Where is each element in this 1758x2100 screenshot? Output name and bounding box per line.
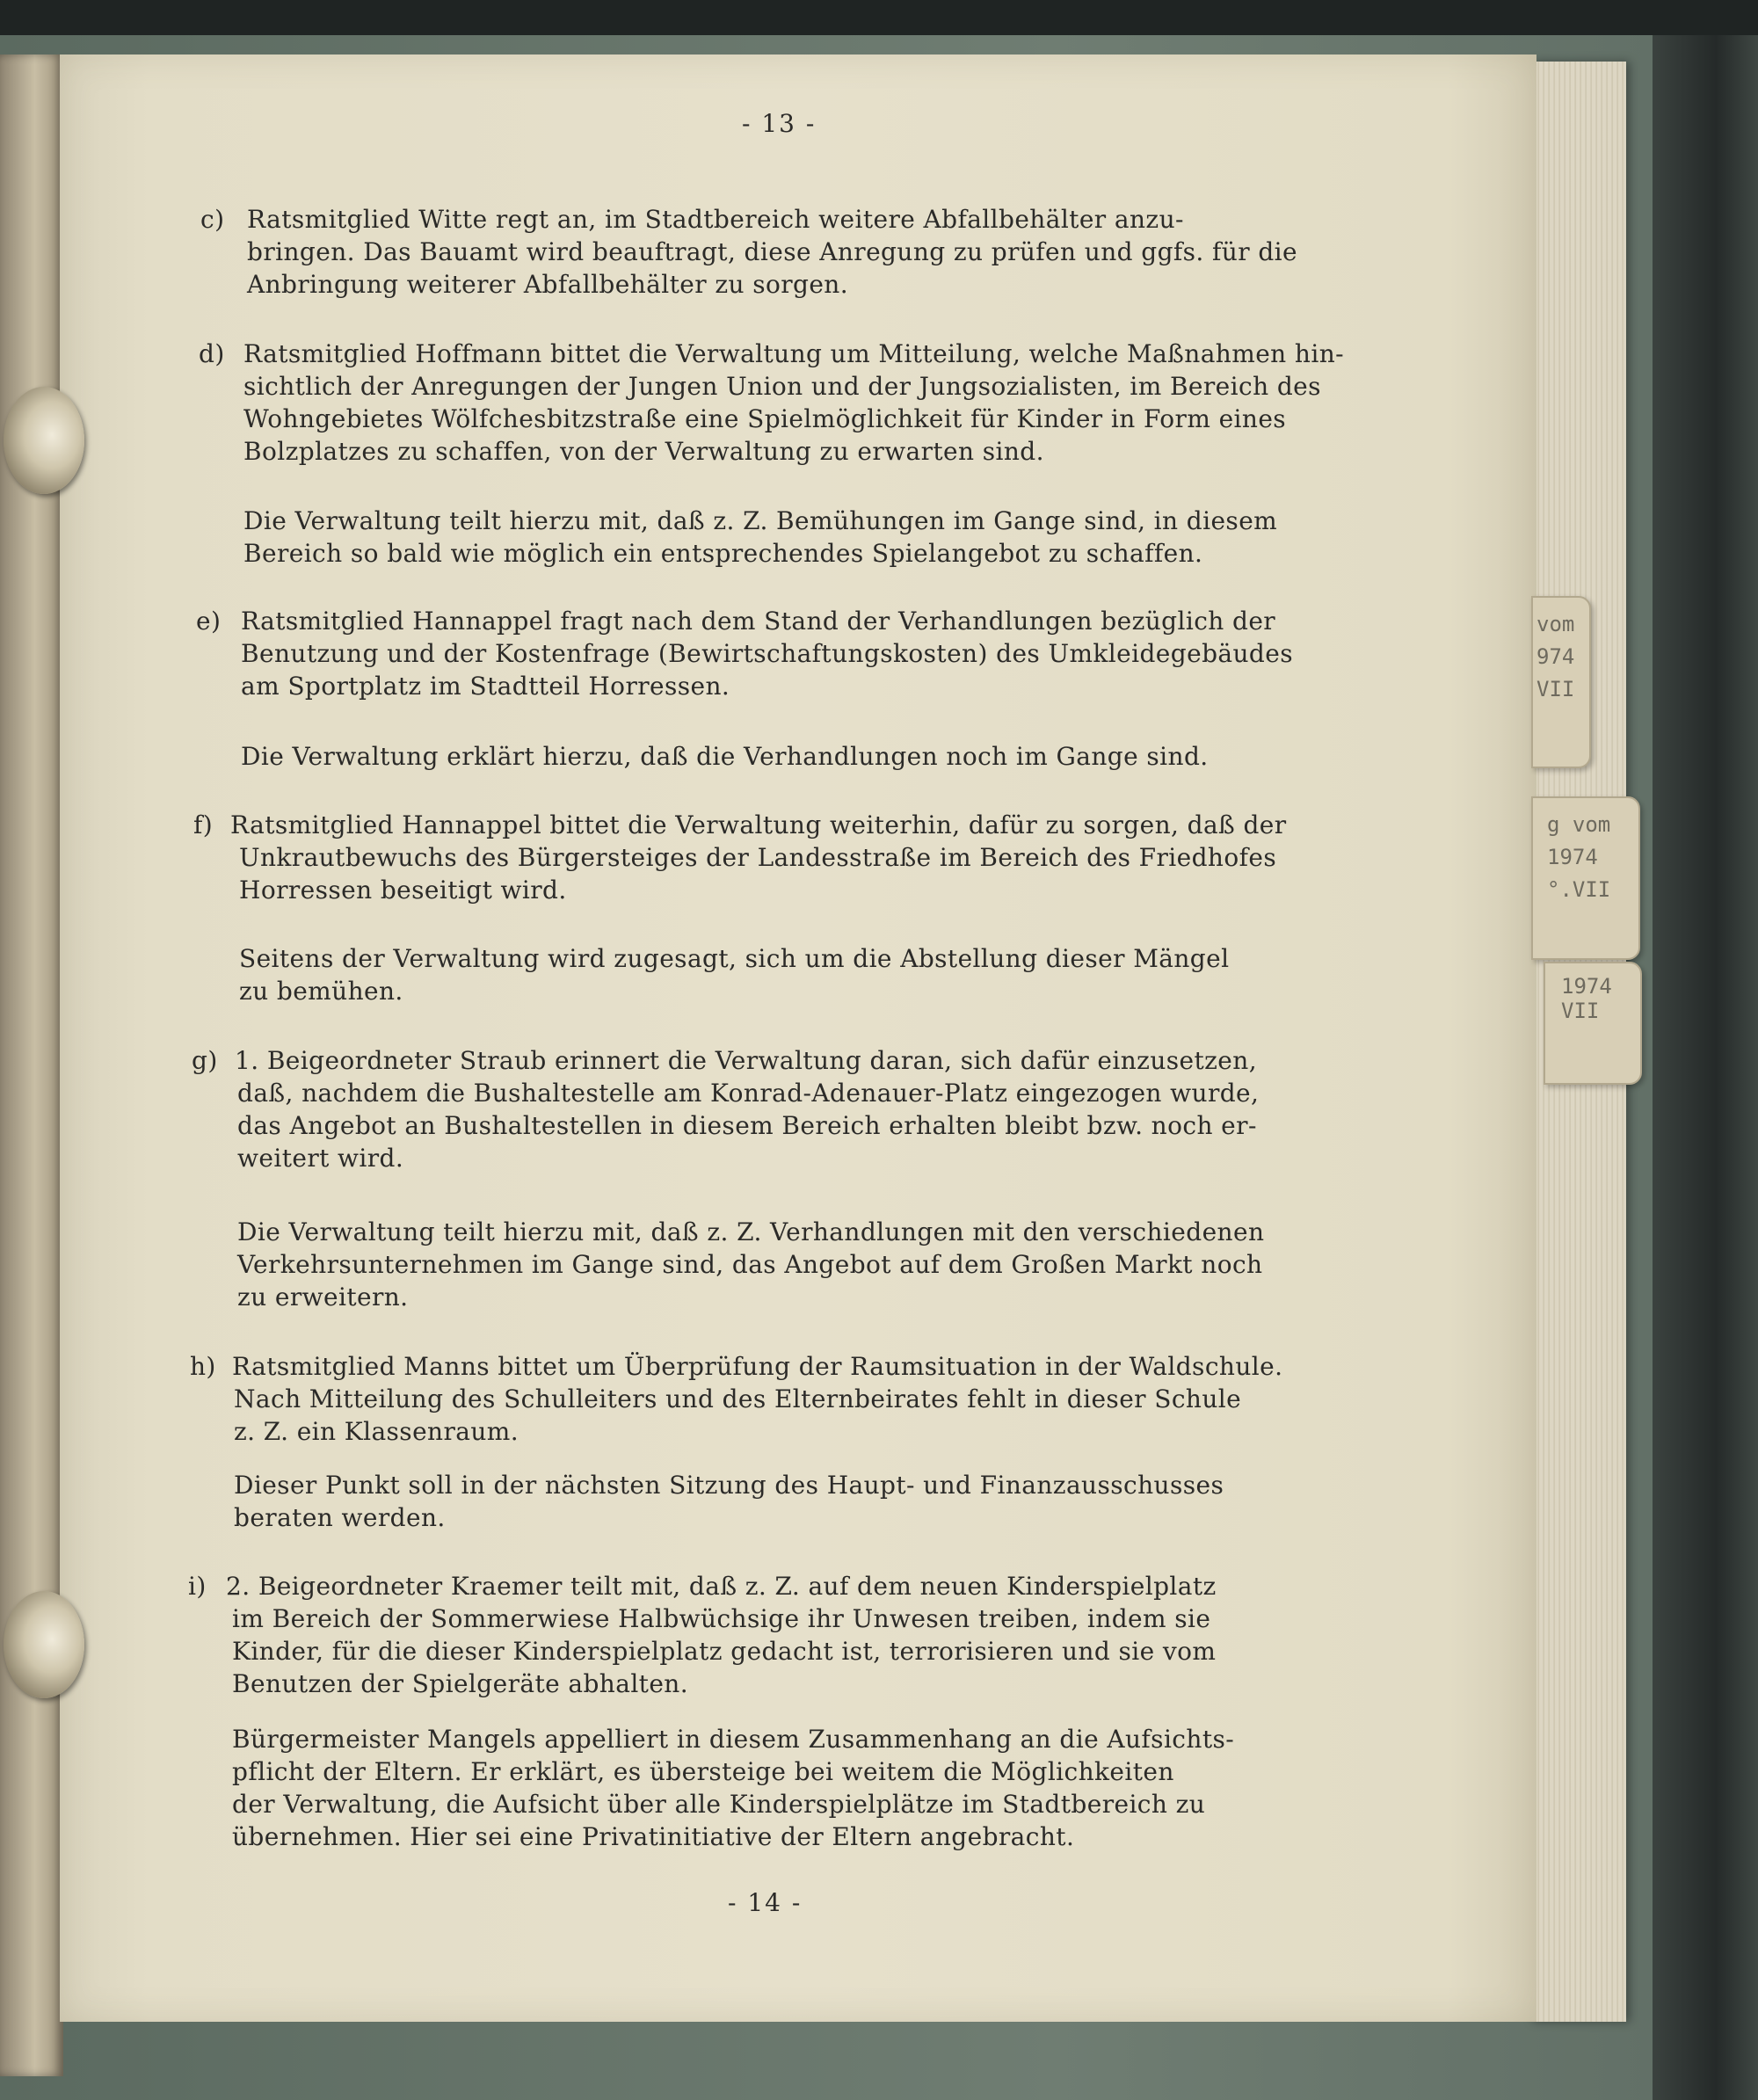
binder-spine bbox=[1653, 35, 1758, 2100]
tab-line: 1974 bbox=[1547, 845, 1598, 869]
item-line: Die Verwaltung teilt hierzu mit, daß z. Z. Verhandlungen mit den verschiedenen bbox=[237, 1217, 1265, 1246]
item-line: Ratsmitglied Manns bittet um Überprüfung der Raumsituation in der Waldschule. bbox=[232, 1352, 1283, 1381]
item-line: weitert wird. bbox=[237, 1144, 404, 1173]
binder-ring-lower bbox=[4, 1591, 84, 1698]
index-tab bbox=[1544, 962, 1642, 1085]
item-marker: f) bbox=[193, 810, 214, 839]
item-line: Ratsmitglied Witte regt an, im Stadtbereich weitere Abfallbehälter anzu- bbox=[247, 205, 1184, 234]
tab-line: VII bbox=[1536, 677, 1575, 701]
binder-ring-upper bbox=[4, 387, 84, 494]
item-line: bringen. Das Bauamt wird beauftragt, diese Anregung zu prüfen und ggfs. für die bbox=[247, 237, 1297, 266]
page-number: - 13 - bbox=[742, 109, 817, 138]
item-line: das Angebot an Bushaltestellen in diesem Bereich erhalten bleibt bzw. noch er- bbox=[237, 1111, 1257, 1140]
item-line: Kinder, für die dieser Kinderspielplatz gedacht ist, terrorisieren und sie vom bbox=[232, 1637, 1217, 1666]
item-line: Ratsmitglied Hannappel fragt nach dem Stand der Verhandlungen bezüglich der bbox=[241, 607, 1276, 636]
item-line: 1. Beigeordneter Straub erinnert die Verwaltung daran, sich dafür einzusetzen, bbox=[235, 1046, 1258, 1075]
tab-line: VII bbox=[1561, 999, 1600, 1023]
item-line: zu erweitern. bbox=[237, 1283, 409, 1312]
tab-line: 1974 bbox=[1561, 974, 1612, 999]
item-line: Verkehrsunternehmen im Gange sind, das Angebot auf dem Großen Markt noch bbox=[237, 1250, 1263, 1279]
item-line: Anbringung weiterer Abfallbehälter zu sorgen. bbox=[247, 270, 849, 299]
item-line: sichtlich der Anregungen der Jungen Union und der Jungsozialisten, im Bereich des bbox=[243, 372, 1321, 401]
tab-line: vom bbox=[1536, 612, 1575, 636]
item-marker: h) bbox=[190, 1352, 216, 1381]
item-line: Bolzplatzes zu schaffen, von der Verwaltung zu erwarten sind. bbox=[243, 437, 1044, 466]
item-line: im Bereich der Sommerwiese Halbwüchsige ihr Unwesen treiben, indem sie bbox=[232, 1604, 1211, 1633]
item-line: Benutzen der Spielgeräte abhalten. bbox=[232, 1669, 689, 1698]
tab-line: °.VII bbox=[1547, 877, 1611, 902]
item-marker: i) bbox=[188, 1572, 207, 1601]
item-line: z. Z. ein Klassenraum. bbox=[234, 1417, 519, 1446]
item-line: Die Verwaltung teilt hierzu mit, daß z. Z. Bemühungen im Gange sind, in diesem bbox=[243, 506, 1278, 535]
item-line: zu bemühen. bbox=[239, 977, 403, 1006]
item-marker: d) bbox=[199, 339, 225, 368]
item-marker: c) bbox=[200, 205, 225, 234]
previous-page-edge bbox=[0, 54, 63, 2076]
item-line: Bürgermeister Mangels appelliert in diesem Zusammenhang an die Aufsichts- bbox=[232, 1725, 1235, 1754]
item-line: pflicht der Eltern. Er erklärt, es übersteige bei weitem die Möglichkeiten bbox=[232, 1757, 1174, 1786]
tab-line: g vom bbox=[1547, 812, 1611, 837]
tab-line: 974 bbox=[1536, 644, 1575, 669]
item-line: am Sportplatz im Stadtteil Horressen. bbox=[241, 672, 730, 701]
item-line: Ratsmitglied Hoffmann bittet die Verwaltung um Mitteilung, welche Maßnahmen hin- bbox=[243, 339, 1344, 368]
item-line: Nach Mitteilung des Schulleiters und des Elternbeirates fehlt in dieser Schule bbox=[234, 1384, 1242, 1413]
item-line: der Verwaltung, die Aufsicht über alle Kinderspielplätze im Stadtbereich zu bbox=[232, 1790, 1206, 1819]
item-line: daß, nachdem die Bushaltestelle am Konrad-Adenauer-Platz eingezogen wurde, bbox=[237, 1079, 1260, 1108]
item-line: Unkrautbewuchs des Bürgersteiges der Landesstraße im Bereich des Friedhofes bbox=[239, 843, 1277, 872]
item-line: Bereich so bald wie möglich ein entsprechendes Spielangebot zu schaffen. bbox=[243, 539, 1203, 568]
item-line: Benutzung und der Kostenfrage (Bewirtschaftungskosten) des Umkleidegebäudes bbox=[241, 639, 1293, 668]
item-line: Ratsmitglied Hannappel bittet die Verwaltung weiterhin, dafür zu sorgen, daß der bbox=[230, 810, 1287, 839]
item-marker: e) bbox=[196, 607, 222, 636]
next-page-number: - 14 - bbox=[728, 1888, 803, 1917]
item-line: 2. Beigeordneter Kraemer teilt mit, daß z. Z. auf dem neuen Kinderspielplatz bbox=[226, 1572, 1217, 1601]
item-line: Wohngebietes Wölfchesbitzstraße eine Spielmöglichkeit für Kinder in Form eines bbox=[243, 404, 1287, 433]
item-line: übernehmen. Hier sei eine Privatinitiative der Eltern angebracht. bbox=[232, 1822, 1075, 1851]
item-line: Seitens der Verwaltung wird zugesagt, sich um die Abstellung dieser Mängel bbox=[239, 944, 1230, 973]
item-line: beraten werden. bbox=[234, 1503, 446, 1532]
index-tab bbox=[1531, 796, 1640, 960]
item-marker: g) bbox=[192, 1046, 218, 1075]
item-line: Die Verwaltung erklärt hierzu, daß die Verhandlungen noch im Gange sind. bbox=[241, 742, 1209, 771]
item-line: Dieser Punkt soll in der nächsten Sitzung des Haupt- und Finanzausschusses bbox=[234, 1471, 1224, 1500]
index-tab bbox=[1531, 596, 1591, 768]
item-line: Horressen beseitigt wird. bbox=[239, 876, 567, 905]
